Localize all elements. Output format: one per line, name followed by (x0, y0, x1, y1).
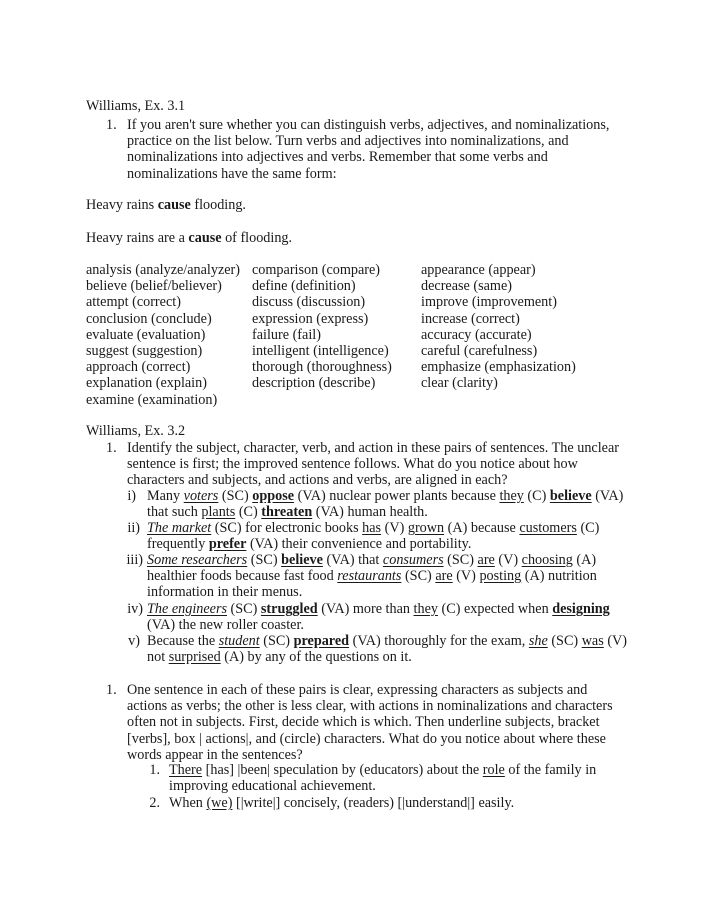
list-item: improve (improvement) (421, 294, 557, 311)
verb-action: designing (552, 601, 610, 617)
heading-ex-3-2: Williams, Ex. 3.2 (86, 423, 186, 439)
list-item: thorough (thoroughness) (252, 359, 392, 376)
example-bold-word: cause (188, 230, 222, 246)
character: plants (201, 504, 236, 521)
list-item: evaluate (evaluation) (86, 326, 206, 343)
sentence-line: Many voters (SC) oppose (VA) nuclear power plants because they (C) believe (VA) (147, 488, 624, 504)
instruction-ex-3-2: Identify the subject, character, verb, and action in these pairs of sentences. The unclear sentence is first; the improved sentence follows. What do you notice about how characters and subjects, and actions and verbs, are aligned in each? (127, 440, 619, 489)
subitem-number: i) (127, 488, 136, 504)
list-item: failure (fail) (252, 326, 321, 343)
verb-action: threaten (261, 504, 313, 521)
subject-character: consumers (382, 552, 444, 568)
verb: has (362, 520, 382, 536)
sentence-line: improving educational achievement. (169, 778, 376, 795)
subject-character: The engineers (147, 601, 227, 617)
list-item: description (describe) (252, 375, 376, 392)
list-item: intelligent (intelligence) (252, 342, 389, 359)
subitem-ii (147, 520, 627, 552)
instruction-ex-3-1: If you aren't sure whether you can distinguish verbs, adjectives, and nominalizations, practice on the list below. Turn verbs and adjectives into nominalizations, and nominalizations into adjectives and verbs. Remember that some verbs and nominalizations have the same form: (127, 117, 610, 182)
example-sentence-2 (86, 230, 292, 246)
word-list-column-3 (421, 262, 576, 392)
word-list-column-1 (86, 262, 240, 408)
character: customers (519, 520, 577, 536)
list-item: suggest (suggestion) (86, 342, 203, 359)
subitem-v (147, 633, 627, 665)
subject: role (482, 762, 505, 778)
list-item: define (definition) (252, 278, 356, 295)
list-item: believe (belief/believer) (86, 278, 222, 295)
subject: (we) (206, 795, 233, 811)
subitem-number: iv) (127, 601, 143, 617)
subject-character: she (528, 633, 548, 649)
subject-character: The market (147, 520, 212, 536)
item-number: 1. (106, 682, 117, 698)
list-item: emphasize (emphasization) (421, 359, 576, 376)
sentence-number: 1. (149, 762, 160, 778)
sentence-line: Some researchers (SC) believe (VA) that consumers (SC) are (V) choosing (A) (147, 552, 597, 568)
list-item: approach (correct) (86, 359, 191, 376)
character: they (413, 601, 438, 617)
subject-character: restaurants (337, 568, 402, 585)
list-item: expression (express) (252, 310, 369, 327)
example-text: of flooding. (221, 230, 293, 246)
verb-action: believe (549, 488, 592, 504)
verb-action: oppose (252, 488, 295, 504)
item-number: 1. (106, 117, 117, 133)
list-item: attempt (correct) (86, 294, 181, 311)
list-item: examine (examination) (86, 391, 218, 408)
character: they (499, 488, 524, 504)
action: posting (479, 568, 522, 585)
verb-action: believe (281, 552, 323, 568)
sentence-line: When (we) [|write|] concisely, (readers) [|understand|] easily. (169, 795, 515, 811)
subject-character: voters (183, 488, 219, 504)
sentence-line: The engineers (SC) struggled (VA) more than they (C) expected when designing (147, 601, 610, 617)
example-text: flooding. (190, 197, 246, 213)
item-number: 1. (106, 440, 117, 456)
subject-character: Some researchers (147, 552, 248, 568)
list-item: discuss (discussion) (252, 294, 366, 311)
subitem-number: ii) (127, 520, 140, 536)
sentence-number: 2. (149, 795, 160, 811)
action: choosing (521, 552, 573, 568)
list-item: clear (clarity) (421, 375, 498, 392)
sentence-line: The market (SC) for electronic books has (V) grown (A) because customers (C) (147, 520, 600, 536)
subject-character: student (218, 633, 260, 649)
list-item: increase (correct) (421, 310, 520, 327)
exercise-sentence-2 (169, 795, 629, 811)
sentence-line: Because the student (SC) prepared (VA) thoroughly for the exam, she (SC) was (V) (147, 633, 628, 649)
heading-ex-3-1: Williams, Ex. 3.1 (86, 98, 186, 114)
sentence-line: not surprised (A) by any of the questions on it. (147, 649, 412, 666)
list-item: accuracy (accurate) (421, 326, 532, 343)
verb: are (477, 552, 495, 568)
subitem-number: v) (128, 633, 140, 649)
sentence-line: that such plants (C) threaten (VA) human health. (147, 504, 428, 521)
example-text: Heavy rains are a (86, 230, 189, 246)
sentence-line: frequently prefer (VA) their convenience and portability. (147, 536, 472, 553)
instruction-final-exercise: One sentence in each of these pairs is clear, expressing characters as subjects and actions as verbs; the other is less clear, with actions in nominalizations and characters often not in subjects. First, decide which is which. Then underline subjects, bracket [verbs], box | actions|, and (circle) characters. What do you notice about where these words appear in the sentences? (127, 682, 613, 763)
example-bold-word: cause (157, 197, 191, 213)
exercise-sentence-1 (169, 762, 629, 794)
subject: There (169, 762, 203, 778)
list-item: decrease (same) (421, 278, 512, 295)
example-sentence-1 (86, 197, 246, 213)
sentence-line: information in their menus. (147, 584, 303, 601)
list-item: explanation (explain) (86, 375, 207, 392)
verb-action: struggled (260, 601, 318, 617)
list-item: appearance (appear) (421, 262, 536, 278)
sentence-line: (VA) the new roller coaster. (147, 617, 304, 634)
subitem-i (147, 488, 627, 520)
verb-action: prepared (293, 633, 350, 649)
list-item: analysis (analyze/analyzer) (86, 262, 241, 278)
list-item: conclusion (conclude) (86, 310, 212, 327)
sentence-line: healthier foods because fast food restaurants (SC) are (V) posting (A) nutrition (147, 568, 597, 585)
action: surprised (168, 649, 221, 666)
example-text: Heavy rains (86, 197, 158, 213)
subitem-iii (147, 552, 627, 601)
list-item: careful (carefulness) (421, 342, 538, 359)
list-item: comparison (compare) (252, 262, 381, 278)
sentence-line: There [has] |been| speculation by (educators) about the role of the family in (169, 762, 597, 778)
subitem-number: iii) (126, 552, 143, 568)
verb-action: prefer (208, 536, 247, 553)
verb: are (435, 568, 453, 585)
verb: was (581, 633, 604, 649)
action: grown (407, 520, 445, 536)
subitem-iv (147, 601, 627, 633)
word-list-column-2 (252, 262, 392, 392)
